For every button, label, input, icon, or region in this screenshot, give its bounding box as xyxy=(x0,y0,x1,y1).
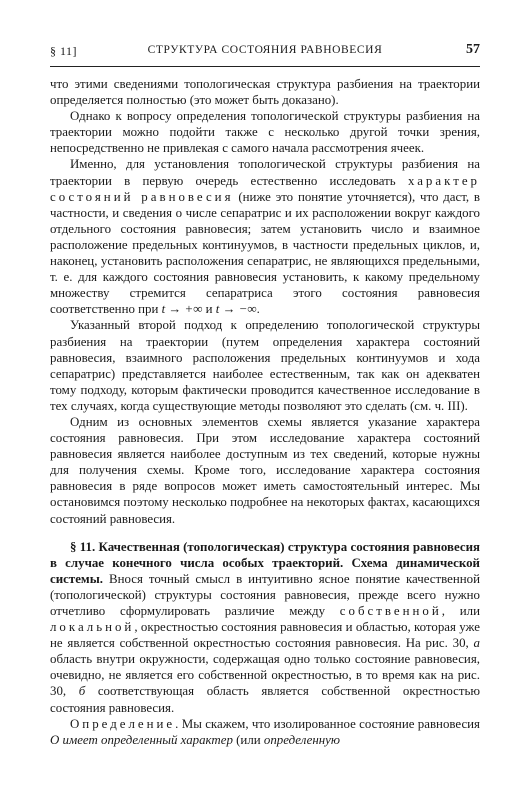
p7-text-b: (или xyxy=(232,732,264,747)
paragraph-7 xyxy=(50,716,480,748)
p3-math-1: t → +∞ xyxy=(161,302,203,317)
header-title: СТРУКТУРА СОСТОЯНИЯ РАВНОВЕСИЯ xyxy=(147,44,383,56)
page-number: 57 xyxy=(466,42,480,57)
p6-text-a: Внося точный смысл в интуитивно ясное понятие качественной (топологической) структуры состояния равновесия, прежде всего нужно отчетливо сформулировать различие между xyxy=(50,571,480,618)
paragraph-5: Одним из основных элементов схемы является указание характера состояния равновесия. При этом исследование характера состояний равновесия является наиболее доступным из тех сведений, которые нужны для получения схемы. Кроме того, исследование характера состояния равновесия в ряде вопросов может иметь самостоятельный интерес. Мы остановимся поэтому несколько подробнее на некоторых фактах, касающихся состояний равновесия. xyxy=(50,414,480,526)
p3-text-b: (ниже это понятие уточняется), что даст, в частности, и сведения о числе сепаратрис и их расположении вокруг каждого отдельного состояния равновесия; затем установить число и взаимное расположение предельных континуумов, в частности предельных циклов, и, наконец, установить расположения сепаратрис, не являющихся предельными, т. е. для каждого состояния равновесия установить, к какому предельному множеству стремится сепаратриса этого состояния равновесия соответственно при xyxy=(50,189,480,317)
paragraph-4: Указанный второй подход к определению топологической структуры разбиения на траектории (путем определения характера состояний равновесия, взаимного расположения предельных континуумов и хода сепаратрис) представляется наиболее естественным, так как он адекватен тому подходу, которым фактически проводится качественное исследование в тех случаях, когда существующие методы позволяют это сделать (см. ч. III). xyxy=(50,318,480,413)
p3-spaced-term: характер состояний равновесия xyxy=(50,173,480,204)
running-header xyxy=(50,42,480,62)
p6-text-d: область внутри окружности, содержащая одно только состояние равновесия, очевидно, не является его собственной окрестностью, в то время как на рис. 30, xyxy=(50,652,480,699)
p6-spaced-1: собственной xyxy=(339,604,442,618)
p3-text-c: и xyxy=(202,302,216,317)
paragraph-2: Однако к вопросу определения топологической структуры разбиения на траектории можно подойти также с несколько другой точки зрения, непосредственно не привлекая с самого начала рассмотрения ячеек. xyxy=(50,109,480,156)
p3-math-2: t → −∞ xyxy=(215,302,257,317)
p7-definition-term: Определение xyxy=(70,716,176,731)
book-page xyxy=(50,42,480,747)
section-heading: § 11. Качественная (топологическая) структура состояния равновесия в случае конечного числа особых траекторий. Схема динамической системы. xyxy=(50,539,480,586)
p6-fig-a: а xyxy=(473,636,480,651)
p7-italic-1: O имеет определенный характер xyxy=(50,732,233,747)
p6-text-c: , окрестностью состояния равновесия и областью, которая уже не является собственной окрестностью состояния равновесия. На рис. 30, xyxy=(50,620,480,651)
p6-text-b: , или xyxy=(441,604,480,618)
header-rule xyxy=(50,66,480,67)
header-section: § 11] xyxy=(50,44,78,58)
p6-spaced-2: локальной xyxy=(50,620,135,635)
paragraph-3 xyxy=(50,156,480,317)
paragraph-6 xyxy=(50,539,480,716)
p7-text-a: . Мы скажем, что изолированное состояние равновесия xyxy=(175,716,480,731)
p6-text-e: соответствующая область является собственной окрестностью состояния равновесия. xyxy=(50,684,480,715)
p3-text-d: . xyxy=(256,302,260,317)
p7-italic-2: определенную xyxy=(263,732,340,747)
paragraph-1: что этими сведениями топологическая структура разбиения на траектории определяется полностью (это может быть доказано). xyxy=(50,77,480,108)
p3-text-a: Именно, для установления топологической структуры разбиения на траектории в первую очередь естественно исследовать xyxy=(50,157,480,188)
page-body xyxy=(50,76,480,748)
p6-fig-b: б xyxy=(78,684,86,699)
